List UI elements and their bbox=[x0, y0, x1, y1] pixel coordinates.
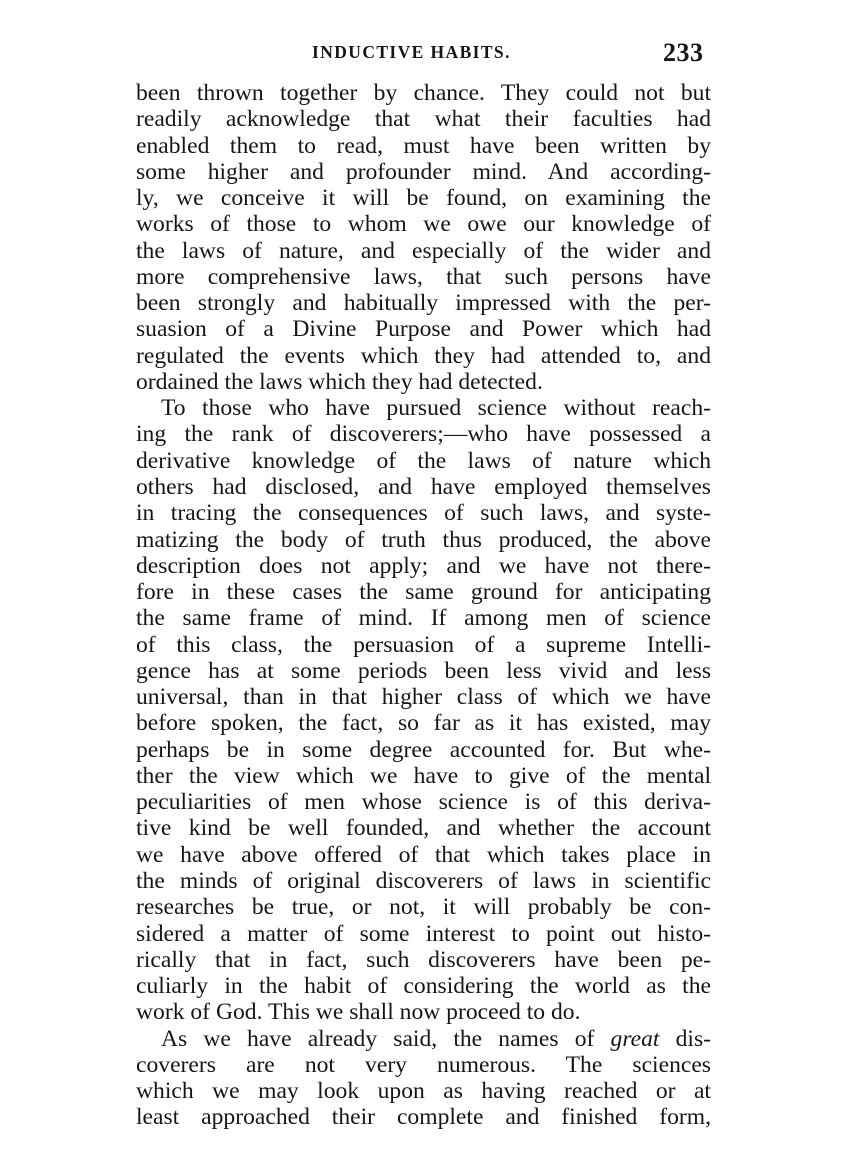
text-line: matizing the body of truth thus produced, the above bbox=[136, 526, 711, 553]
text-line: coverers are not very numerous. The sciences bbox=[136, 1051, 711, 1078]
paragraph-end-line: work of God. This we shall now proceed to do. bbox=[136, 999, 581, 1026]
text-line: description does not apply; and we have not there- bbox=[136, 552, 711, 579]
text-run: As we have already said, the names of bbox=[161, 1025, 611, 1052]
text-line: before spoken, the fact, so far as it has existed, may bbox=[136, 710, 711, 737]
text-line: readily acknowledge that what their faculties had bbox=[136, 106, 711, 133]
text-line: been strongly and habitually impressed with the per- bbox=[136, 290, 711, 317]
text-line: culiarly in the habit of considering the world as the bbox=[136, 973, 711, 1000]
text-line: works of those to whom we owe our knowledge of bbox=[136, 211, 711, 238]
page-number: 233 bbox=[663, 38, 704, 67]
paragraph-first-line: To those who have pursued science without reach- bbox=[161, 395, 711, 422]
text-line: the same frame of mind. If among men of science bbox=[136, 605, 711, 632]
text-line: ther the view which we have to give of the mental bbox=[136, 762, 711, 789]
text-line: derivative knowledge of the laws of nature which bbox=[136, 447, 711, 474]
text-line: sidered a matter of some interest to point out histo- bbox=[136, 920, 711, 947]
text-line: least approached their complete and finished form, bbox=[136, 1104, 711, 1131]
text-line: fore in these cases the same ground for anticipating bbox=[136, 579, 711, 606]
text-line: perhaps be in some degree accounted for. But whe- bbox=[136, 736, 711, 763]
text-line: the laws of nature, and especially of the wider and bbox=[136, 237, 711, 264]
text-line: enabled them to read, must have been written by bbox=[136, 132, 711, 159]
text-line: in tracing the consequences of such laws, and syste- bbox=[136, 500, 711, 527]
text-line: universal, than in that higher class of which we have bbox=[136, 684, 711, 711]
text-line: which we may look upon as having reached or at bbox=[136, 1078, 711, 1105]
text-line: rically that in fact, such discoverers have been pe- bbox=[136, 946, 711, 973]
running-head bbox=[0, 38, 850, 68]
text-run: dis- bbox=[659, 1025, 711, 1052]
text-line: peculiarities of men whose science is of this deriva- bbox=[136, 789, 711, 816]
text-line: suasion of a Divine Purpose and Power which had bbox=[136, 316, 711, 343]
text-line: been thrown together by chance. They could not but bbox=[136, 80, 711, 106]
body-text bbox=[136, 80, 711, 1131]
paragraph-end-line: ordained the laws which they had detected. bbox=[136, 368, 543, 395]
text-line: ly, we conceive it will be found, on examining the bbox=[136, 185, 711, 212]
text-line: tive kind be well founded, and whether the account bbox=[136, 815, 711, 842]
text-line: the minds of original discoverers of laws in scientific bbox=[136, 867, 711, 894]
emphasis-word: great bbox=[610, 1025, 660, 1052]
text-line: regulated the events which they had attended to, and bbox=[136, 342, 711, 369]
text-line: gence has at some periods been less vivid and less bbox=[136, 657, 711, 684]
text-line: others had disclosed, and have employed themselves bbox=[136, 473, 711, 500]
text-line: ing the rank of discoverers;—who have possessed a bbox=[136, 421, 711, 448]
text-line: of this class, the persuasion of a supreme Intelli- bbox=[136, 631, 711, 658]
text-line: some higher and profounder mind. And according- bbox=[136, 158, 711, 185]
paragraph-first-line bbox=[136, 1026, 711, 1052]
text-line: more comprehensive laws, that such persons have bbox=[136, 263, 711, 290]
running-title: INDUCTIVE HABITS. bbox=[312, 42, 511, 62]
text-line: we have above offered of that which takes place in bbox=[136, 841, 711, 868]
text-line: researches be true, or not, it will probably be con- bbox=[136, 894, 711, 921]
